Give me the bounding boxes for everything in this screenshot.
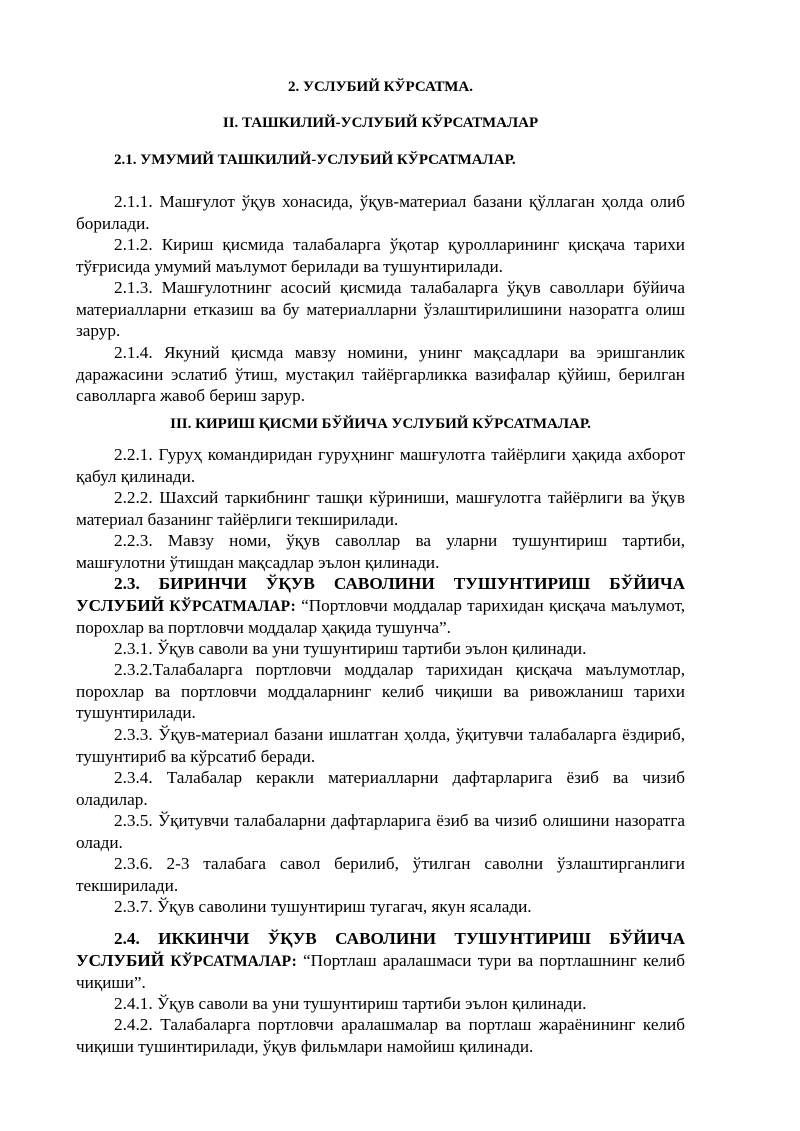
paragraph-2-3-4: 2.3.4. Талабалар керакли материалларни дафтарларига ёзиб ва чизиб оладилар. [76, 768, 685, 809]
section-2-1-heading: 2.1. УМУМИЙ ТАШКИЛИЙ-УСЛУБИЙ КЎРСАТМАЛАР. [114, 152, 516, 168]
paragraph-2-3-3: 2.3.3. Ўқув-материал базани ишлатган ҳолда, ўқитувчи талабаларга ёздириб, тушунтириб ва кўрсатиб беради. [76, 725, 685, 766]
paragraph-2-4 [76, 928, 685, 994]
paragraph-2-4-bold-b: КЎРСАТМАЛАР: [170, 952, 297, 970]
paragraph-2-1-3: 2.1.3. Машғулотнинг асосий қисмида талабаларга ўқув саволлари бўйича материалларни етказиш ва бу материалларни ўзлаштирилишини назоратга олиш зарур. [76, 278, 685, 340]
paragraph-2-3-bold-b: КЎРСАТМАЛАР: [169, 597, 296, 615]
paragraph-2-3 [76, 573, 685, 639]
paragraph-2-2-3: 2.2.3. Мавзу номи, ўқув саволлар ва уларни тушунтириш тартиби, машғулотни ўтишдан мақсадлар эълон қилинади. [76, 531, 685, 572]
paragraph-2-1-2: 2.1.2. Кириш қисмида талабаларга ўқотар қуролларининг қисқача тарихи тўғрисида умумий маълумот берилади ва тушунтирилади. [76, 235, 685, 276]
paragraph-2-1-4: 2.1.4. Якуний қисмда мавзу номини, унинг мақсадлари ва эришганлик даражасини эслатиб ўтиш, мустақил тайёргарликка вазифалар қўйиш, берилган саволларга жавоб бериш зарур. [76, 343, 685, 405]
section-2-heading: II. ТАШКИЛИЙ-УСЛУБИЙ КЎРСАТМАЛАР [222, 115, 539, 131]
paragraph-2-1-1: 2.1.1. Машғулот ўқув хонасида, ўқув-материал базани қўллаган ҳолда олиб борилади. [76, 192, 685, 233]
main-heading: 2. УСЛУБИЙ КЎРСАТМА. [287, 79, 474, 95]
paragraph-2-3-6: 2.3.6. 2-3 талабага савол берилиб, ўтилган саволни ўзлаштирганлиги текширилади. [76, 854, 685, 895]
paragraph-2-3-text: “Портловчи моддалар тарихидан қисқача маълумот, порохлар ва портловчи моддалар ҳақида тушунча”. [76, 595, 686, 637]
paragraph-2-4-1: 2.4.1. Ўқув саволи ва уни тушунтириш тартиби эълон қилинади. [114, 994, 587, 1013]
paragraph-2-3-7: 2.3.7. Ўқув саволини тушунтириш тугагач, якун ясалади. [114, 897, 532, 916]
paragraph-2-4-2: 2.4.2. Талабаларга портловчи аралашмалар ва портлаш жараёнининг келиб чиқиши тушинтирилади, ўқув фильмлари намойиш қилинади. [76, 1015, 685, 1056]
paragraph-2-4-text: “Портлаш аралашмаси тури ва портлашнинг келиб чиқиши”. [76, 950, 686, 992]
paragraph-2-2-2: 2.2.2. Шахсий таркибнинг ташқи кўриниши, машғулотга тайёрлиги ва ўқув материал базанинг тайёрлиги текширилади. [76, 488, 685, 529]
paragraph-2-3-bold-a: 2.3. БИРИНЧИ ЎҚУВ САВОЛИНИ ТУШУНТИРИШ БЎЙИЧА УСЛУБИЙ [76, 574, 685, 615]
paragraph-2-2-1: 2.2.1. Гуруҳ командиридан гуруҳнинг машғулотга тайёрлиги ҳақида ахборот қабул қилинади. [76, 445, 685, 486]
document-page [76, 0, 685, 1131]
section-3-heading: III. КИРИШ ҚИСМИ БЎЙИЧА УСЛУБИЙ КЎРСАТМАЛАР. [170, 416, 591, 432]
paragraph-2-3-5: 2.3.5. Ўқитувчи талабаларни дафтарларига ёзиб ва чизиб олишини назоратга олади. [76, 811, 685, 852]
paragraph-2-3-2: 2.3.2.Талабаларга портловчи моддалар тарихидан қисқача маълумотлар, порохлар ва портловчи моддаларнинг келиб чиқиши ва ривожланиш тарихи тушунтирилади. [76, 660, 685, 722]
paragraph-2-3-1: 2.3.1. Ўқув саволи ва уни тушунтириш тартиби эълон қилинади. [114, 639, 587, 658]
paragraph-2-4-bold-a: 2.4. ИККИНЧИ ЎҚУВ САВОЛИНИ ТУШУНТИРИШ БЎЙИЧА УСЛУБИЙ [76, 929, 685, 970]
